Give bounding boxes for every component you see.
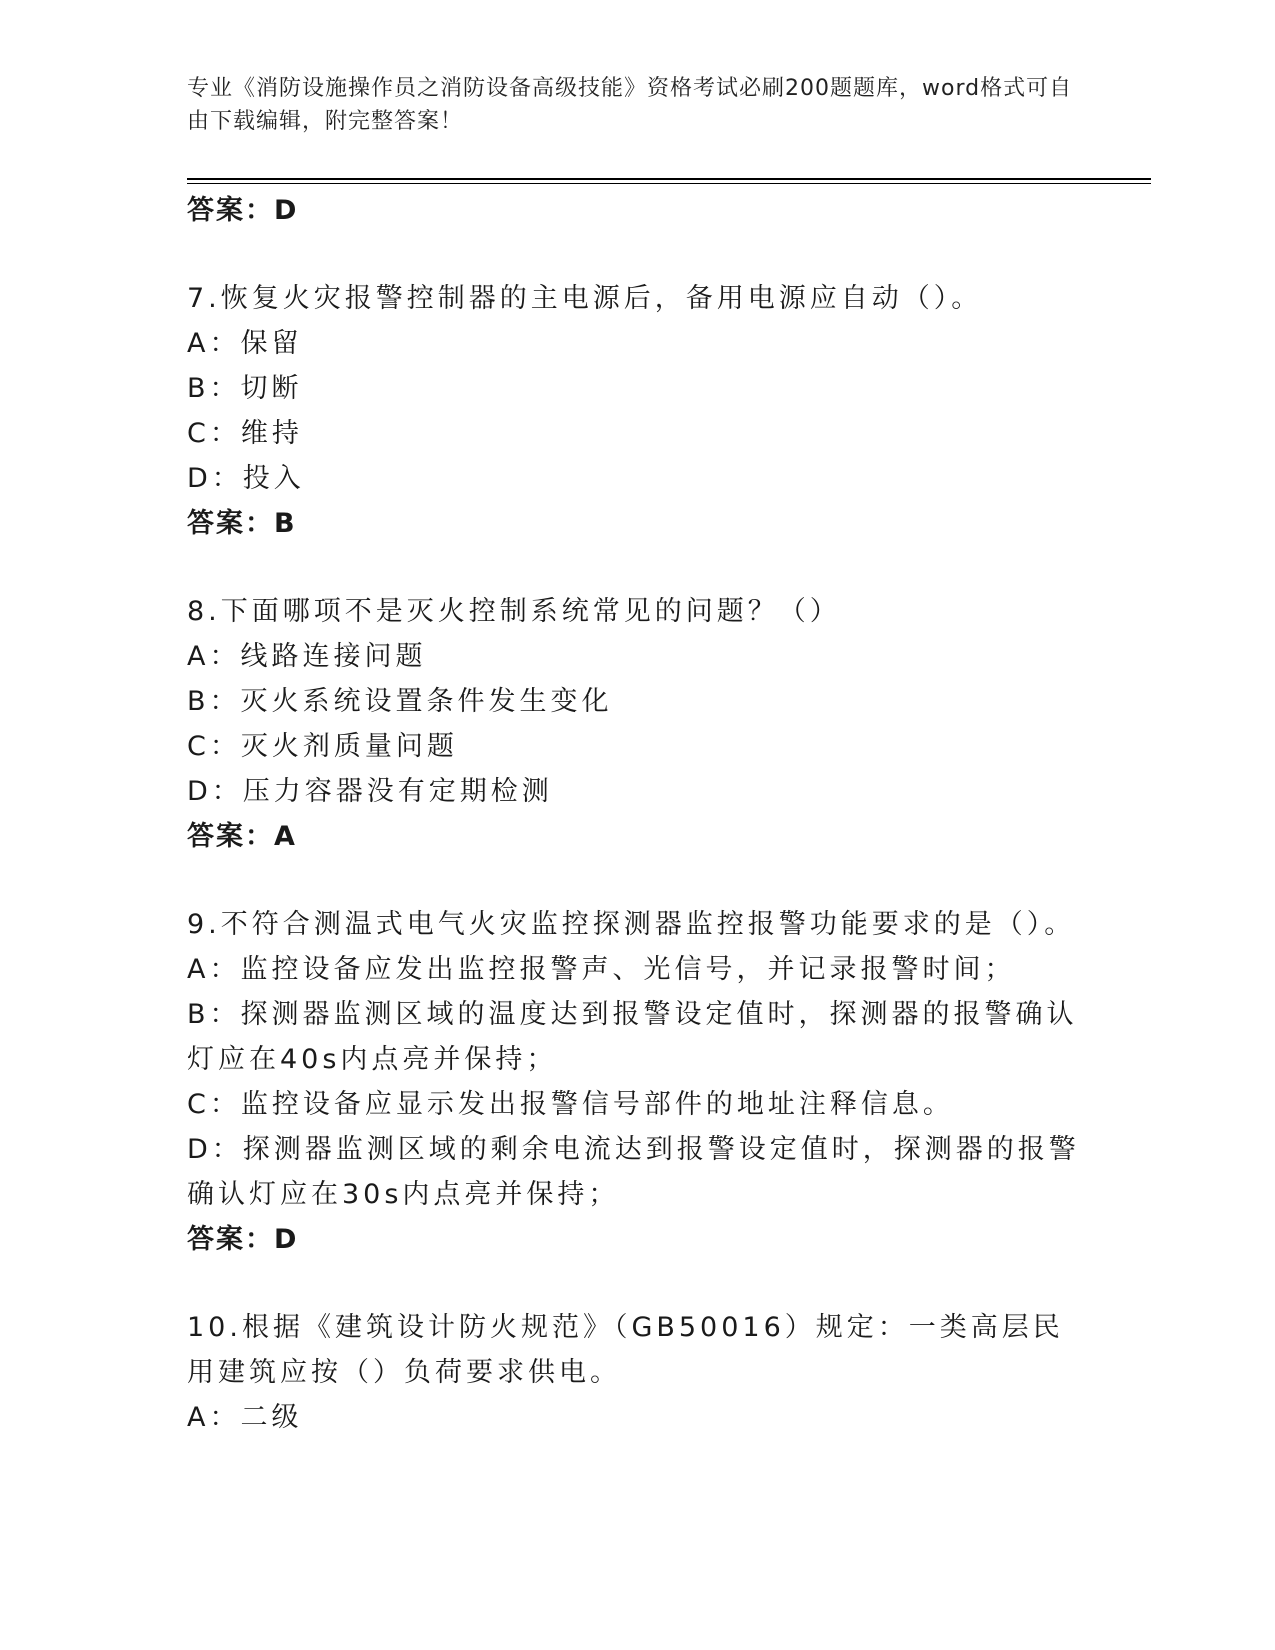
answer-line: 答案：D [187,1224,299,1255]
question-9 [187,902,1087,1262]
question-stem: 10.根据《建筑设计防火规范》（GB50016）规定：一类高层民用建筑应按（）负荷要求供电。 [187,1312,1064,1388]
answer-line: 答案：D [187,195,299,226]
option-d: D：投入 [187,463,305,494]
option-a: A：线路连接问题 [187,641,427,672]
option-c: C：维持 [187,418,303,449]
question-8 [187,589,1087,859]
question-list [187,188,1087,1440]
option-d: D：探测器监测区域的剩余电流达到报警设定值时，探测器的报警确认灯应在30s内点亮并保持； [187,1134,1080,1210]
question-7 [187,276,1087,546]
answer-line: 答案：A [187,821,297,852]
question-stem: 8.下面哪项不是灭火控制系统常见的问题？（） [187,596,841,627]
option-d: D：压力容器没有定期检测 [187,776,553,807]
option-a: A：保留 [187,328,303,359]
option-a: A：二级 [187,1402,303,1433]
option-c: C：灭火剂质量问题 [187,731,458,762]
answer-line: 答案：B [187,508,297,539]
question-stem: 9.不符合测温式电气火灾监控探测器监控报警功能要求的是（）。 [187,909,1076,940]
document-header: 专业《消防设施操作员之消防设备高级技能》资格考试必刷200题题库，word格式可自由下载编辑，附完整答案！ [187,76,1073,134]
header-divider-thick [187,178,1151,180]
question-10 [187,1305,1087,1440]
question-stem: 7.恢复火灾报警控制器的主电源后，备用电源应自动（）。 [187,283,983,314]
option-b: B：切断 [187,373,303,404]
option-b: B：探测器监测区域的温度达到报警设定值时，探测器的报警确认灯应在40s内点亮并保持； [187,999,1078,1075]
option-c: C：监控设备应显示发出报警信号部件的地址注释信息。 [187,1089,954,1120]
option-a: A：监控设备应发出监控报警声、光信号，并记录报警时间； [187,954,1016,985]
option-b: B：灭火系统设置条件发生变化 [187,686,613,717]
header-divider-thin [187,183,1151,184]
